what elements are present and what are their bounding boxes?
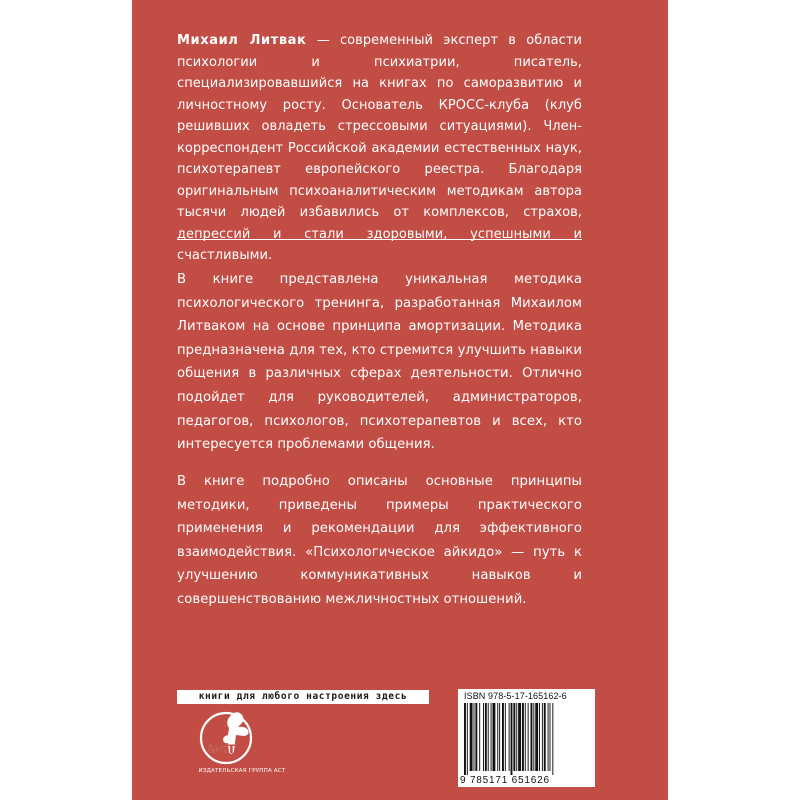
divider-line bbox=[177, 239, 582, 240]
tagline-banner: книги для любого настроения здесь bbox=[177, 690, 429, 704]
isbn-number: ISBN 978-5-17-165162-6 bbox=[464, 691, 567, 701]
author-name: Михаил Литвак bbox=[177, 33, 307, 48]
barcode-box bbox=[458, 689, 595, 787]
logo-text: аст bbox=[208, 739, 236, 757]
barcode-icon bbox=[464, 703, 589, 775]
description-paragraph-1: В книге представлена уникальная методика психологического тренинга, разработанная Михаилом Литваком на основе принципа амортизации. Методика предназначена для тех, кто стремится улучшить навыки общения в различных сферах деятельности. Отлично подойдет для руководителей, администраторов, педагогов, психологов, психотерапевтов и всех, кто интересуется проблемами общения. bbox=[177, 272, 582, 453]
book-back-cover bbox=[132, 0, 668, 800]
author-bio bbox=[177, 30, 582, 267]
barcode-digits: 9 785171 651626 bbox=[460, 775, 550, 786]
description-paragraph-2: В книге подробно описаны основные принципы методики, приведены примеры практического применения и рекомендации для эффективного взаимодействия. «Психологическое айкидо» — путь к улучшению коммуникативных навыков и совершенствованию межличностных отношений. bbox=[177, 474, 582, 607]
publisher-name: ИЗДАТЕЛЬСКАЯ ГРУППА АСТ bbox=[198, 768, 286, 774]
ast-logo-icon bbox=[198, 707, 254, 769]
author-bio-text: — современный эксперт в области психологии и психиатрии, писатель, специализировавшийся на книгах по саморазвитию и личностному росту. Основатель КРОСС-клуба (клуб решивших овладеть стрессовыми ситуациями). Член-корреспондент Российской академии естественных наук, психотерапевт европейского реестра. Благодаря оригинальным психоаналитическим методикам автора тысячи людей избавились от комплексов, страхов, депрессий и стали здоровыми, успешными и счастливыми. bbox=[177, 33, 582, 263]
